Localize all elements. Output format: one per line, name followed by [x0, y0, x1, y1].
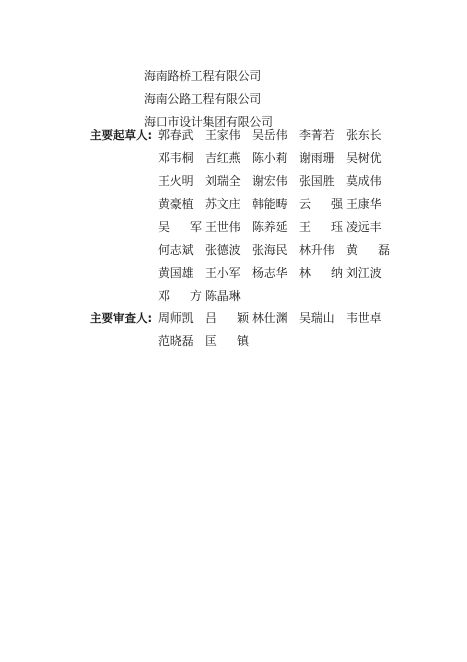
- drafter-name: 云 强: [299, 197, 343, 211]
- drafter-name: 吴 军: [158, 220, 202, 234]
- drafter-row: [158, 193, 398, 216]
- reviewer-name: 范晓磊: [158, 334, 194, 348]
- drafter-name: 王家伟: [205, 128, 241, 142]
- drafter-name: 张国胜: [299, 174, 335, 188]
- drafter-name: 吴岳伟: [252, 128, 288, 142]
- drafter-name: 黄豪植: [158, 197, 194, 211]
- reviewer-name: 林仕渊: [252, 311, 288, 325]
- drafter-name: 刘瑞全: [205, 174, 241, 188]
- drafter-name: 陈养延: [252, 220, 288, 234]
- reviewer-name: 韦世卓: [346, 311, 382, 325]
- drafter-name: 陈小莉: [252, 151, 288, 165]
- drafter-name: 王康华: [346, 197, 382, 211]
- drafter-row: [158, 239, 398, 262]
- drafter-name: 凌远丰: [346, 220, 382, 234]
- drafters-name-grid: [158, 124, 398, 308]
- drafter-name: 黄 磊: [346, 243, 390, 257]
- drafter-row: [158, 285, 398, 308]
- drafter-name: 邓 方: [158, 289, 202, 303]
- reviewer-name: 匡 镇: [205, 334, 249, 348]
- reviewer-name: 吴瑞山: [299, 311, 335, 325]
- organization-name: 海南公路工程有限公司: [144, 92, 262, 106]
- reviewers-label: 主要审查人:: [90, 311, 153, 325]
- reviewer-row: [158, 330, 398, 353]
- drafter-name: 吴树优: [346, 151, 382, 165]
- drafter-name: 苏文庄: [205, 197, 241, 211]
- drafter-name: 邓韦桐: [158, 151, 194, 165]
- drafter-name: 李菁若: [299, 128, 335, 142]
- drafter-row: [158, 147, 398, 170]
- drafter-name: 谢宏伟: [252, 174, 288, 188]
- drafter-name: 王小军: [205, 266, 241, 280]
- drafter-name: 张海民: [252, 243, 288, 257]
- drafter-name: 谢雨珊: [299, 151, 335, 165]
- drafter-name: 林 纳: [299, 266, 343, 280]
- drafter-name: 杨志华: [252, 266, 288, 280]
- drafter-row: [158, 170, 398, 193]
- drafter-name: 吉红燕: [205, 151, 241, 165]
- drafter-row: [158, 216, 398, 239]
- drafter-name: 黄国雄: [158, 266, 194, 280]
- drafter-row: [158, 124, 398, 147]
- organization-name: 海南路桥工程有限公司: [144, 69, 262, 83]
- reviewer-row: [158, 307, 398, 330]
- reviewer-name: 周师凯: [158, 311, 194, 325]
- drafter-name: 何志斌: [158, 243, 194, 257]
- drafter-name: 莫成伟: [346, 174, 382, 188]
- drafter-name: 王火明: [158, 174, 194, 188]
- drafter-name: 林升伟: [299, 243, 335, 257]
- drafter-name: 刘江波: [346, 266, 382, 280]
- drafter-name: 张德波: [205, 243, 241, 257]
- drafters-label: 主要起草人:: [90, 128, 153, 142]
- drafter-name: 韩能畴: [252, 197, 288, 211]
- organization-name: 海口市设计集团有限公司: [144, 115, 273, 129]
- reviewers-name-grid: [158, 307, 398, 353]
- drafter-name: 王 珏: [299, 220, 343, 234]
- drafter-name: 陈晶琳: [205, 289, 241, 303]
- drafter-name: 王世伟: [205, 220, 241, 234]
- drafter-row: [158, 262, 398, 285]
- drafter-name: 郭春武: [158, 128, 194, 142]
- reviewer-name: 吕 颖: [205, 311, 249, 325]
- drafter-name: 张东长: [346, 128, 382, 142]
